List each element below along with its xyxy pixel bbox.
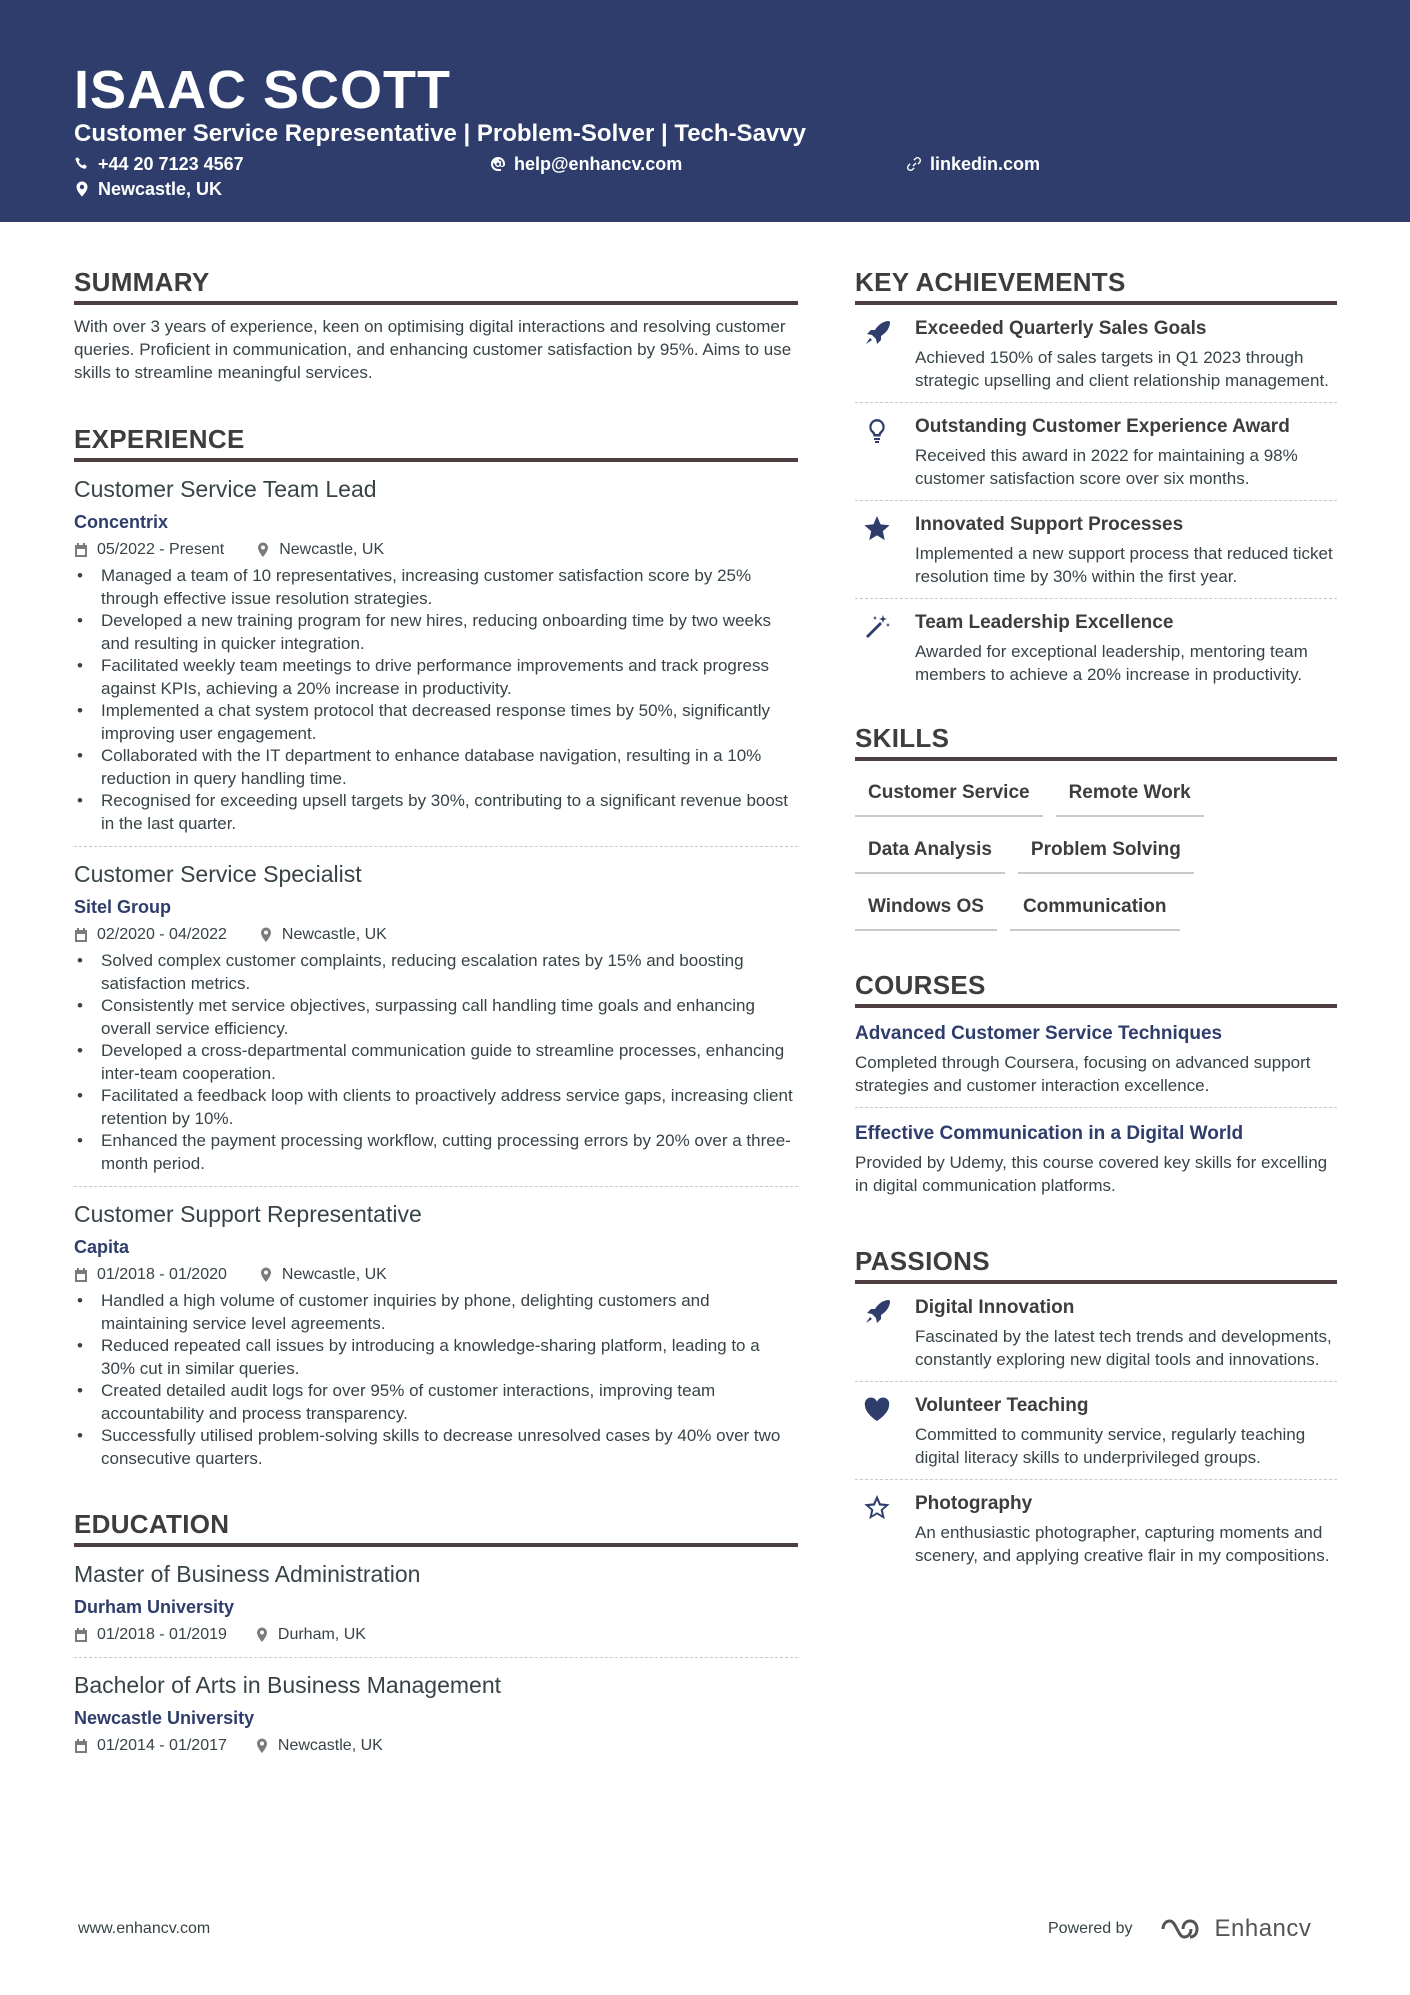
passions-item: [855, 1382, 1337, 1479]
courses-heading: COURSES: [855, 969, 1337, 1008]
education-item: [74, 1670, 798, 1757]
heart-icon: [863, 1396, 891, 1424]
education-meta: [74, 1624, 798, 1646]
summary-text: With over 3 years of experience, keen on optimising digital interactions and resolving customer queries. Proficient in communication, and enhancing customer satisfaction by 95%. Aims to use skills to streamline meaningful services.: [74, 317, 792, 382]
phone-icon: [74, 156, 90, 172]
passions-heading: PASSIONS: [855, 1245, 1337, 1284]
location-pin-icon: [256, 542, 270, 558]
course-title: Effective Communication in a Digital World: [855, 1123, 1244, 1144]
passions-item: [855, 1480, 1337, 1577]
passions-title: Digital Innovation: [915, 1297, 1075, 1318]
achievements-body: [915, 513, 1337, 588]
skill-tag: Customer Service: [855, 773, 1043, 817]
education-location: [255, 1624, 366, 1646]
bullet-point: • Created detailed audit logs for over 95% of customer interactions, improving team accountability and process transparency.: [74, 1380, 798, 1425]
calendar-icon: [74, 1267, 88, 1283]
divider: [74, 1186, 798, 1187]
experience-heading: EXPERIENCE: [74, 423, 798, 462]
location-pin-icon: [74, 181, 90, 197]
magic-wand-icon: [863, 613, 891, 641]
passions-list: [855, 1284, 1337, 1577]
experience-list: [74, 474, 798, 1470]
job-location: [256, 539, 384, 561]
bullet-point: • Solved complex customer complaints, reducing escalation rates by 15% and boosting satisfaction metrics.: [74, 950, 798, 995]
bullet-point: • Recognised for exceeding upsell targets by 30%, contributing to a significant revenue boost in the last quarter.: [74, 790, 798, 835]
job-location-text: Newcastle, UK: [281, 926, 387, 943]
job-location-text: Newcastle, UK: [281, 1266, 387, 1283]
achievements-item: [855, 501, 1337, 598]
calendar-icon: [74, 1738, 88, 1754]
candidate-name: ISAAC SCOTT: [74, 60, 452, 120]
enhancv-logo[interactable]: [1159, 1915, 1312, 1943]
achievements-description: Achieved 150% of sales targets in Q1 2023 through strategic upselling and client relationship management.: [915, 348, 1329, 390]
job-bullets: [74, 1290, 798, 1470]
passions-description: Fascinated by the latest tech trends and developments, constantly exploring new digital tools and innovations.: [915, 1327, 1332, 1369]
passions-icon-wrap: [855, 1296, 915, 1371]
course-item: [855, 1008, 1337, 1107]
skills-heading: SKILLS: [855, 722, 1337, 761]
passions-description: Committed to community service, regularly teaching digital literacy skills to underprivileged groups.: [915, 1425, 1306, 1467]
achievements-icon-wrap: [855, 317, 915, 392]
summary-heading: SUMMARY: [74, 266, 798, 305]
education-location: [255, 1735, 383, 1757]
achievements-title: Exceeded Quarterly Sales Goals: [915, 318, 1207, 339]
achievements-list: [855, 305, 1337, 696]
course-description: Completed through Coursera, focusing on advanced support strategies and customer interaction excellence.: [855, 1053, 1311, 1095]
location-text: Newcastle, UK: [98, 179, 223, 199]
passions-body: [915, 1296, 1337, 1371]
job-meta: [74, 924, 798, 946]
calendar-icon: [74, 927, 88, 943]
resume-header: [0, 0, 1410, 222]
skill-tag: Communication: [1010, 887, 1180, 931]
achievements-heading: KEY ACHIEVEMENTS: [855, 266, 1337, 305]
location-pin-icon: [255, 1738, 269, 1754]
school-name: Durham University: [74, 1597, 235, 1617]
job-dates: 05/2022 - Present: [97, 541, 225, 558]
bullet-point: • Successfully utilised problem-solving skills to decrease unresolved cases by 40% over two consecutive quarters.: [74, 1425, 798, 1470]
passions-body: [915, 1492, 1337, 1567]
link-icon: [906, 156, 922, 172]
rocket-icon: [863, 1298, 891, 1326]
location-pin-icon: [259, 927, 273, 943]
courses-list: [855, 1008, 1337, 1207]
contact-email[interactable]: [490, 153, 682, 175]
bullet-point: • Enhanced the payment processing workflow, cutting processing errors by 20% over a three-month period.: [74, 1130, 798, 1175]
bullet-point: • Consistently met service objectives, surpassing call handling time goals and enhancing overall service efficiency.: [74, 995, 798, 1040]
passions-icon-wrap: [855, 1492, 915, 1567]
passions-icon-wrap: [855, 1394, 915, 1469]
brand-name: Enhancv: [1214, 1915, 1312, 1942]
bullet-point: • Facilitated a feedback loop with clients to proactively address service gaps, increasing client retention by 10%.: [74, 1085, 798, 1130]
skills-list: [855, 773, 1337, 944]
passions-description: An enthusiastic photographer, capturing moments and scenery, and applying creative flair in my compositions.: [915, 1523, 1330, 1565]
experience-item: [74, 859, 798, 1187]
contact-location: [74, 178, 222, 200]
education-item: [74, 1559, 798, 1658]
job-meta: [74, 1264, 798, 1286]
bullet-point: • Implemented a chat system protocol that decreased response times by 50%, significantly improving user engagement.: [74, 700, 798, 745]
achievements-icon-wrap: [855, 611, 915, 686]
footer-website[interactable]: www.enhancv.com: [78, 1920, 211, 1937]
location-pin-icon: [259, 1267, 273, 1283]
education-dates: 01/2014 - 01/2017: [97, 1737, 227, 1754]
skill-tag: Problem Solving: [1018, 830, 1194, 874]
achievements-description: Awarded for exceptional leadership, mentoring team members to achieve a 20% increase in productivity.: [915, 642, 1308, 684]
at-icon: [490, 156, 506, 172]
achievements-title: Team Leadership Excellence: [915, 612, 1174, 633]
contact-phone[interactable]: [74, 153, 244, 175]
company-name: Capita: [74, 1237, 130, 1257]
achievements-item: [855, 599, 1337, 696]
passions-title: Photography: [915, 1493, 1033, 1514]
job-bullets: [74, 565, 798, 835]
course-description: Provided by Udemy, this course covered key skills for excelling in digital communication platforms.: [855, 1153, 1328, 1195]
contact-linkedin[interactable]: [906, 153, 1040, 175]
education-meta: [74, 1735, 798, 1757]
school-name: Newcastle University: [74, 1708, 255, 1728]
skill-tag: Data Analysis: [855, 830, 1005, 874]
star-icon: [863, 515, 891, 543]
lightbulb-icon: [863, 417, 891, 445]
bullet-point: • Managed a team of 10 representatives, increasing customer satisfaction score by 25% through effective issue resolution strategies.: [74, 565, 798, 610]
job-title: Customer Service Specialist: [74, 861, 362, 887]
course-title: Advanced Customer Service Techniques: [855, 1023, 1223, 1044]
education-heading: EDUCATION: [74, 1508, 798, 1547]
phone-text: +44 20 7123 4567: [98, 154, 244, 174]
bullet-point: • Developed a new training program for new hires, reducing onboarding time by two weeks and resulting in quicker integration.: [74, 610, 798, 655]
location-pin-icon: [255, 1627, 269, 1643]
calendar-icon: [74, 1627, 88, 1643]
degree-title: Master of Business Administration: [74, 1561, 421, 1587]
job-dates: 01/2018 - 01/2020: [97, 1266, 227, 1283]
achievements-icon-wrap: [855, 415, 915, 490]
achievements-item: [855, 305, 1337, 402]
job-bullets: [74, 950, 798, 1175]
star-outline-icon: [863, 1494, 891, 1522]
passions-title: Volunteer Teaching: [915, 1395, 1089, 1416]
powered-by-text: Powered by: [1048, 1920, 1133, 1937]
bullet-point: • Handled a high volume of customer inquiries by phone, delighting customers and maintaining service level agreements.: [74, 1290, 798, 1335]
job-location: [259, 1264, 387, 1286]
achievements-body: [915, 415, 1337, 490]
course-item: [855, 1108, 1337, 1207]
achievements-body: [915, 317, 1337, 392]
passions-item: [855, 1284, 1337, 1381]
left-column: [74, 266, 798, 1757]
education-location-text: Durham, UK: [277, 1626, 366, 1643]
linkedin-text: linkedin.com: [930, 154, 1041, 174]
bullet-point: • Developed a cross-departmental communication guide to streamline processes, enhancing inter-team cooperation.: [74, 1040, 798, 1085]
achievements-description: Implemented a new support process that reduced ticket resolution time by 30% within the first year.: [915, 544, 1333, 586]
company-name: Concentrix: [74, 512, 169, 532]
skill-tag: Remote Work: [1056, 773, 1204, 817]
job-location: [259, 924, 387, 946]
job-location-text: Newcastle, UK: [279, 541, 385, 558]
right-column: [855, 266, 1337, 1577]
achievements-body: [915, 611, 1337, 686]
bullet-point: • Reduced repeated call issues by introducing a knowledge-sharing platform, leading to a 30% cut in similar queries.: [74, 1335, 798, 1380]
achievements-title: Innovated Support Processes: [915, 514, 1184, 535]
enhancv-logo-icon: [1159, 1917, 1207, 1941]
divider: [74, 1657, 798, 1658]
footer-branding: [1048, 1915, 1311, 1943]
bullet-point: • Collaborated with the IT department to enhance database navigation, resulting in a 10% reduction in query handling time.: [74, 745, 798, 790]
candidate-title: Customer Service Representative | Problem-Solver | Tech-Savvy: [74, 120, 806, 147]
achievements-title: Outstanding Customer Experience Award: [915, 416, 1290, 437]
achievements-description: Received this award in 2022 for maintaining a 98% customer satisfaction score over six months.: [915, 446, 1298, 488]
bullet-point: • Facilitated weekly team meetings to drive performance improvements and track progress against KPIs, achieving a 20% increase in productivity.: [74, 655, 798, 700]
company-name: Sitel Group: [74, 897, 172, 917]
education-dates: 01/2018 - 01/2019: [97, 1626, 227, 1643]
calendar-icon: [74, 542, 88, 558]
experience-item: [74, 474, 798, 847]
experience-item: [74, 1199, 798, 1470]
rocket-icon: [863, 319, 891, 347]
job-title: Customer Support Representative: [74, 1201, 422, 1227]
education-list: [74, 1559, 798, 1757]
achievements-item: [855, 403, 1337, 500]
job-dates: 02/2020 - 04/2022: [97, 926, 227, 943]
passions-body: [915, 1394, 1337, 1469]
skill-tag: Windows OS: [855, 887, 997, 931]
job-meta: [74, 539, 798, 561]
job-title: Customer Service Team Lead: [74, 476, 377, 502]
degree-title: Bachelor of Arts in Business Management: [74, 1672, 502, 1698]
divider: [74, 846, 798, 847]
education-location-text: Newcastle, UK: [277, 1737, 383, 1754]
email-text: help@enhancv.com: [514, 154, 683, 174]
achievements-icon-wrap: [855, 513, 915, 588]
